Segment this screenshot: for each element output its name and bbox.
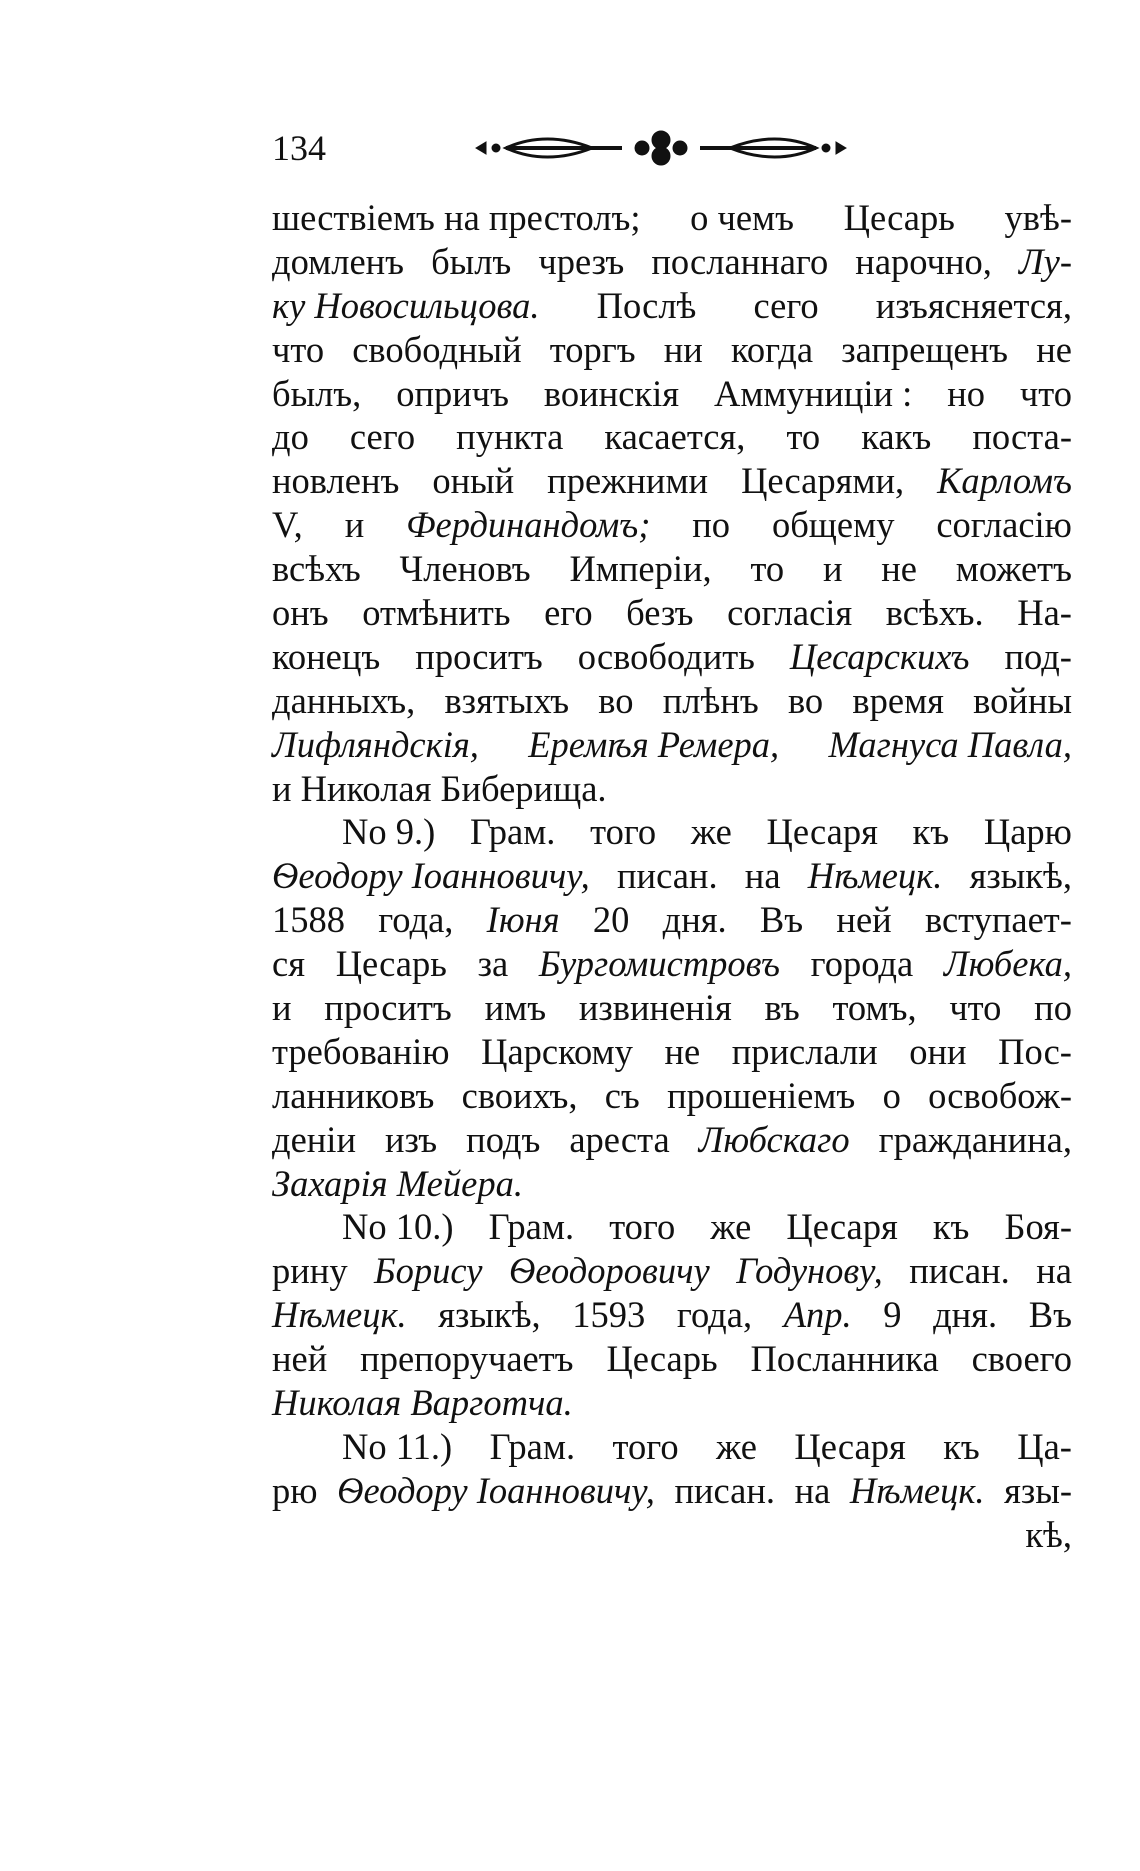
word: и xyxy=(822,548,843,590)
word: то xyxy=(786,416,821,458)
word: извиненія xyxy=(578,987,732,1029)
word: въ xyxy=(764,987,800,1029)
word: то xyxy=(750,548,785,590)
word: свободный xyxy=(352,328,522,370)
word: язы- xyxy=(1004,1469,1072,1511)
word: прислали xyxy=(731,1030,878,1072)
text-line xyxy=(272,1162,1072,1206)
word: Любскаго xyxy=(698,1118,850,1160)
word: Посланника xyxy=(750,1338,939,1380)
word: Цесарями, xyxy=(741,460,905,502)
word: поста- xyxy=(972,416,1072,458)
text-line xyxy=(272,942,1072,986)
text-line xyxy=(272,1425,1072,1469)
word: под- xyxy=(1004,635,1072,677)
word: къ xyxy=(943,1425,980,1467)
word: Николая Варготча. xyxy=(272,1382,573,1424)
text-line xyxy=(272,986,1072,1030)
text-line xyxy=(272,1074,1072,1118)
word: Ѳеодору Іоанновичу, xyxy=(272,855,590,897)
word: Имперіи, xyxy=(569,548,712,590)
word: Грам. xyxy=(469,811,556,853)
word: во xyxy=(598,679,634,721)
word: Царскому xyxy=(481,1030,633,1072)
ornamental-header-rule xyxy=(472,128,850,168)
word: воинскія xyxy=(543,372,680,414)
text-line xyxy=(272,196,1072,240)
text-line xyxy=(272,1205,1072,1249)
word: же xyxy=(716,1425,757,1467)
word: увѣ- xyxy=(1004,197,1072,238)
word: всѣхъ. xyxy=(885,592,984,634)
word: Карломъ xyxy=(937,460,1072,502)
text-line xyxy=(272,679,1072,723)
word: рину xyxy=(272,1250,348,1292)
word: Борису xyxy=(374,1250,483,1292)
word: языкѣ, xyxy=(969,855,1072,897)
word: конецъ xyxy=(272,635,381,677)
text-line xyxy=(272,547,1072,591)
text-line xyxy=(272,635,1072,679)
word: требованію xyxy=(272,1030,450,1072)
word: Царю xyxy=(983,811,1072,853)
word: No 9.) xyxy=(342,811,436,853)
word: томъ, xyxy=(832,987,917,1029)
text-line xyxy=(272,1030,1072,1074)
word: того xyxy=(609,1206,676,1248)
word: Нѣмецк. xyxy=(272,1294,407,1336)
text-line xyxy=(272,372,1072,416)
word: не xyxy=(664,1030,701,1072)
word: Цесарь xyxy=(335,943,447,985)
word: года, xyxy=(378,899,454,941)
word: отмѣнить xyxy=(362,592,511,634)
word: до xyxy=(272,416,309,458)
word: дня. xyxy=(933,1294,998,1336)
word: торгъ xyxy=(549,328,636,370)
word: и xyxy=(272,987,292,1029)
word: пункта xyxy=(456,416,564,458)
word: проситъ xyxy=(324,987,452,1029)
word: Цесаря xyxy=(794,1425,906,1467)
word: сего xyxy=(753,284,819,326)
word: языкѣ, xyxy=(438,1294,541,1336)
word: касается, xyxy=(604,416,746,458)
word: не xyxy=(881,548,917,590)
word: посланнаго xyxy=(651,240,829,282)
word: во xyxy=(787,679,824,721)
word: No 10.) xyxy=(342,1206,454,1248)
word: деніи xyxy=(272,1118,356,1160)
word: плѣнъ xyxy=(662,679,759,721)
word: 9 xyxy=(883,1294,902,1336)
word: дня. xyxy=(662,899,727,941)
word: былъ xyxy=(431,240,512,282)
word: новленъ xyxy=(272,460,400,502)
word: Бургомистровъ xyxy=(538,943,780,985)
text-line xyxy=(272,1381,1072,1425)
word: не xyxy=(1036,328,1072,370)
word: они xyxy=(909,1030,967,1072)
text-line xyxy=(272,898,1072,942)
word: Ца- xyxy=(1017,1425,1072,1467)
text-line xyxy=(272,1337,1072,1381)
word: писан. xyxy=(674,1469,776,1511)
word: за xyxy=(477,943,509,985)
word: можетъ xyxy=(955,548,1072,590)
word: же xyxy=(690,811,732,853)
word: того xyxy=(590,811,657,853)
text-line xyxy=(272,1118,1072,1162)
text-line xyxy=(272,240,1072,284)
text-line xyxy=(272,415,1072,459)
word: изъ xyxy=(384,1118,438,1160)
word: съ xyxy=(604,1074,640,1116)
word: Нѣмецк. xyxy=(849,1469,985,1511)
word: 1588 xyxy=(272,899,345,941)
word: препоручаетъ xyxy=(360,1338,574,1380)
word: что xyxy=(272,328,325,370)
word: Ѳеодоровичу xyxy=(508,1250,710,1292)
word: время xyxy=(852,679,944,721)
word: опричъ xyxy=(396,372,510,414)
word: изъясняется, xyxy=(875,284,1072,326)
word: года, xyxy=(676,1294,753,1336)
word: къ xyxy=(932,1206,970,1248)
word: что xyxy=(1019,372,1072,414)
word: Цесарскихъ xyxy=(789,635,970,677)
word: и Николая Биберища. xyxy=(272,767,607,809)
text-line xyxy=(272,723,1072,767)
word: Аммуниціи : xyxy=(713,372,913,414)
word: чрезъ xyxy=(538,240,625,282)
word: по xyxy=(692,504,731,546)
word: всѣхъ xyxy=(272,548,361,590)
word: подъ xyxy=(466,1118,541,1160)
word: на xyxy=(744,855,781,897)
word: согласія xyxy=(727,592,853,634)
word: V, xyxy=(272,504,303,546)
text-line xyxy=(272,328,1072,372)
word: ней xyxy=(272,1338,328,1380)
word: что xyxy=(949,987,1002,1029)
word: какъ xyxy=(861,416,932,458)
word: Боя- xyxy=(1004,1206,1072,1248)
word: прошеніемъ xyxy=(667,1074,856,1116)
word: его xyxy=(544,592,593,634)
word: Нѣмецк. xyxy=(807,855,943,897)
word: Цесаря xyxy=(786,1206,898,1248)
word: данныхъ, xyxy=(272,679,416,721)
word: На- xyxy=(1017,592,1072,634)
text-line xyxy=(272,284,1072,328)
word: писан. xyxy=(617,855,718,897)
word: оный xyxy=(432,460,515,502)
word: Лу- xyxy=(1018,240,1072,282)
text-line xyxy=(272,810,1072,854)
text-line xyxy=(272,459,1072,503)
word: того xyxy=(612,1425,679,1467)
word: онъ xyxy=(272,592,329,634)
page-body-text xyxy=(272,196,1072,1557)
word: о чемъ xyxy=(690,197,795,238)
text-line xyxy=(272,1293,1072,1337)
word: Послѣ xyxy=(596,284,697,326)
word: Цесарь xyxy=(843,197,955,238)
word: Годунову, xyxy=(736,1250,883,1292)
word: Апр. xyxy=(783,1294,852,1336)
word: рю xyxy=(272,1469,318,1511)
word: по xyxy=(1034,987,1072,1029)
word: нарочно, xyxy=(855,240,992,282)
word: 20 xyxy=(592,899,630,941)
word: ся xyxy=(272,943,305,985)
word: Цесарь xyxy=(606,1338,718,1380)
text-line xyxy=(272,1513,1072,1557)
word: Іюня xyxy=(486,899,560,941)
word: когда xyxy=(730,328,814,370)
word: освободить xyxy=(577,635,755,677)
word: ареста xyxy=(569,1118,670,1160)
word: гражданина, xyxy=(878,1118,1072,1160)
word: Фердинандомъ; xyxy=(406,504,651,546)
word: взятыхъ xyxy=(444,679,570,721)
word: Лифляндскія, xyxy=(272,723,479,765)
word: ку Новосильцова. xyxy=(272,284,540,326)
word: 1593 xyxy=(572,1294,646,1336)
word: общему xyxy=(771,504,895,546)
word: города xyxy=(810,943,914,985)
word: же xyxy=(710,1206,752,1248)
word: Любека, xyxy=(943,943,1072,985)
word: согласію xyxy=(936,504,1072,546)
word: Цесаря xyxy=(766,811,878,853)
word: на xyxy=(1036,1250,1072,1292)
word: шествіемъ на престолъ; xyxy=(272,197,641,238)
word: Еремѣя Ремера, xyxy=(528,723,780,765)
word: ланниковъ xyxy=(272,1074,435,1116)
word: имъ xyxy=(484,987,547,1029)
word: писан. xyxy=(909,1250,1010,1292)
word: освобож- xyxy=(928,1074,1072,1116)
word: Въ xyxy=(759,899,804,941)
text-line xyxy=(272,767,1072,811)
word: проситъ xyxy=(415,635,543,677)
word: Грам. xyxy=(489,1425,576,1467)
word: Захарія Мейера. xyxy=(272,1162,523,1204)
word: Пос- xyxy=(998,1030,1072,1072)
word: своихъ, xyxy=(461,1074,578,1116)
word: былъ, xyxy=(272,372,362,414)
word: къ xyxy=(912,811,950,853)
word: домленъ xyxy=(272,240,405,282)
word: Ѳеодору Іоанновичу, xyxy=(337,1469,655,1511)
text-line xyxy=(272,1469,1072,1513)
word: ней xyxy=(836,899,892,941)
word: но xyxy=(947,372,986,414)
page-header xyxy=(272,128,1072,188)
word: запрещенъ xyxy=(841,328,1009,370)
word: войны xyxy=(973,679,1072,721)
word: и xyxy=(344,504,365,546)
word: безъ xyxy=(626,592,694,634)
text-line xyxy=(272,503,1072,547)
word: кѣ, xyxy=(1025,1513,1072,1555)
word: вступает- xyxy=(924,899,1072,941)
text-line xyxy=(272,854,1072,898)
word: сего xyxy=(349,416,416,458)
word: своего xyxy=(971,1338,1072,1380)
word: Грам. xyxy=(488,1206,575,1248)
word: Въ xyxy=(1028,1294,1072,1336)
word: ни xyxy=(663,328,703,370)
word: No 11.) xyxy=(342,1425,453,1467)
word: о xyxy=(882,1074,901,1116)
text-line xyxy=(272,1249,1072,1293)
word: прежними xyxy=(547,460,709,502)
page-number: 134 xyxy=(272,128,326,168)
word: Магнуса Павла, xyxy=(828,723,1072,765)
word: Членовъ xyxy=(399,548,531,590)
word: на xyxy=(794,1469,831,1511)
text-line xyxy=(272,591,1072,635)
